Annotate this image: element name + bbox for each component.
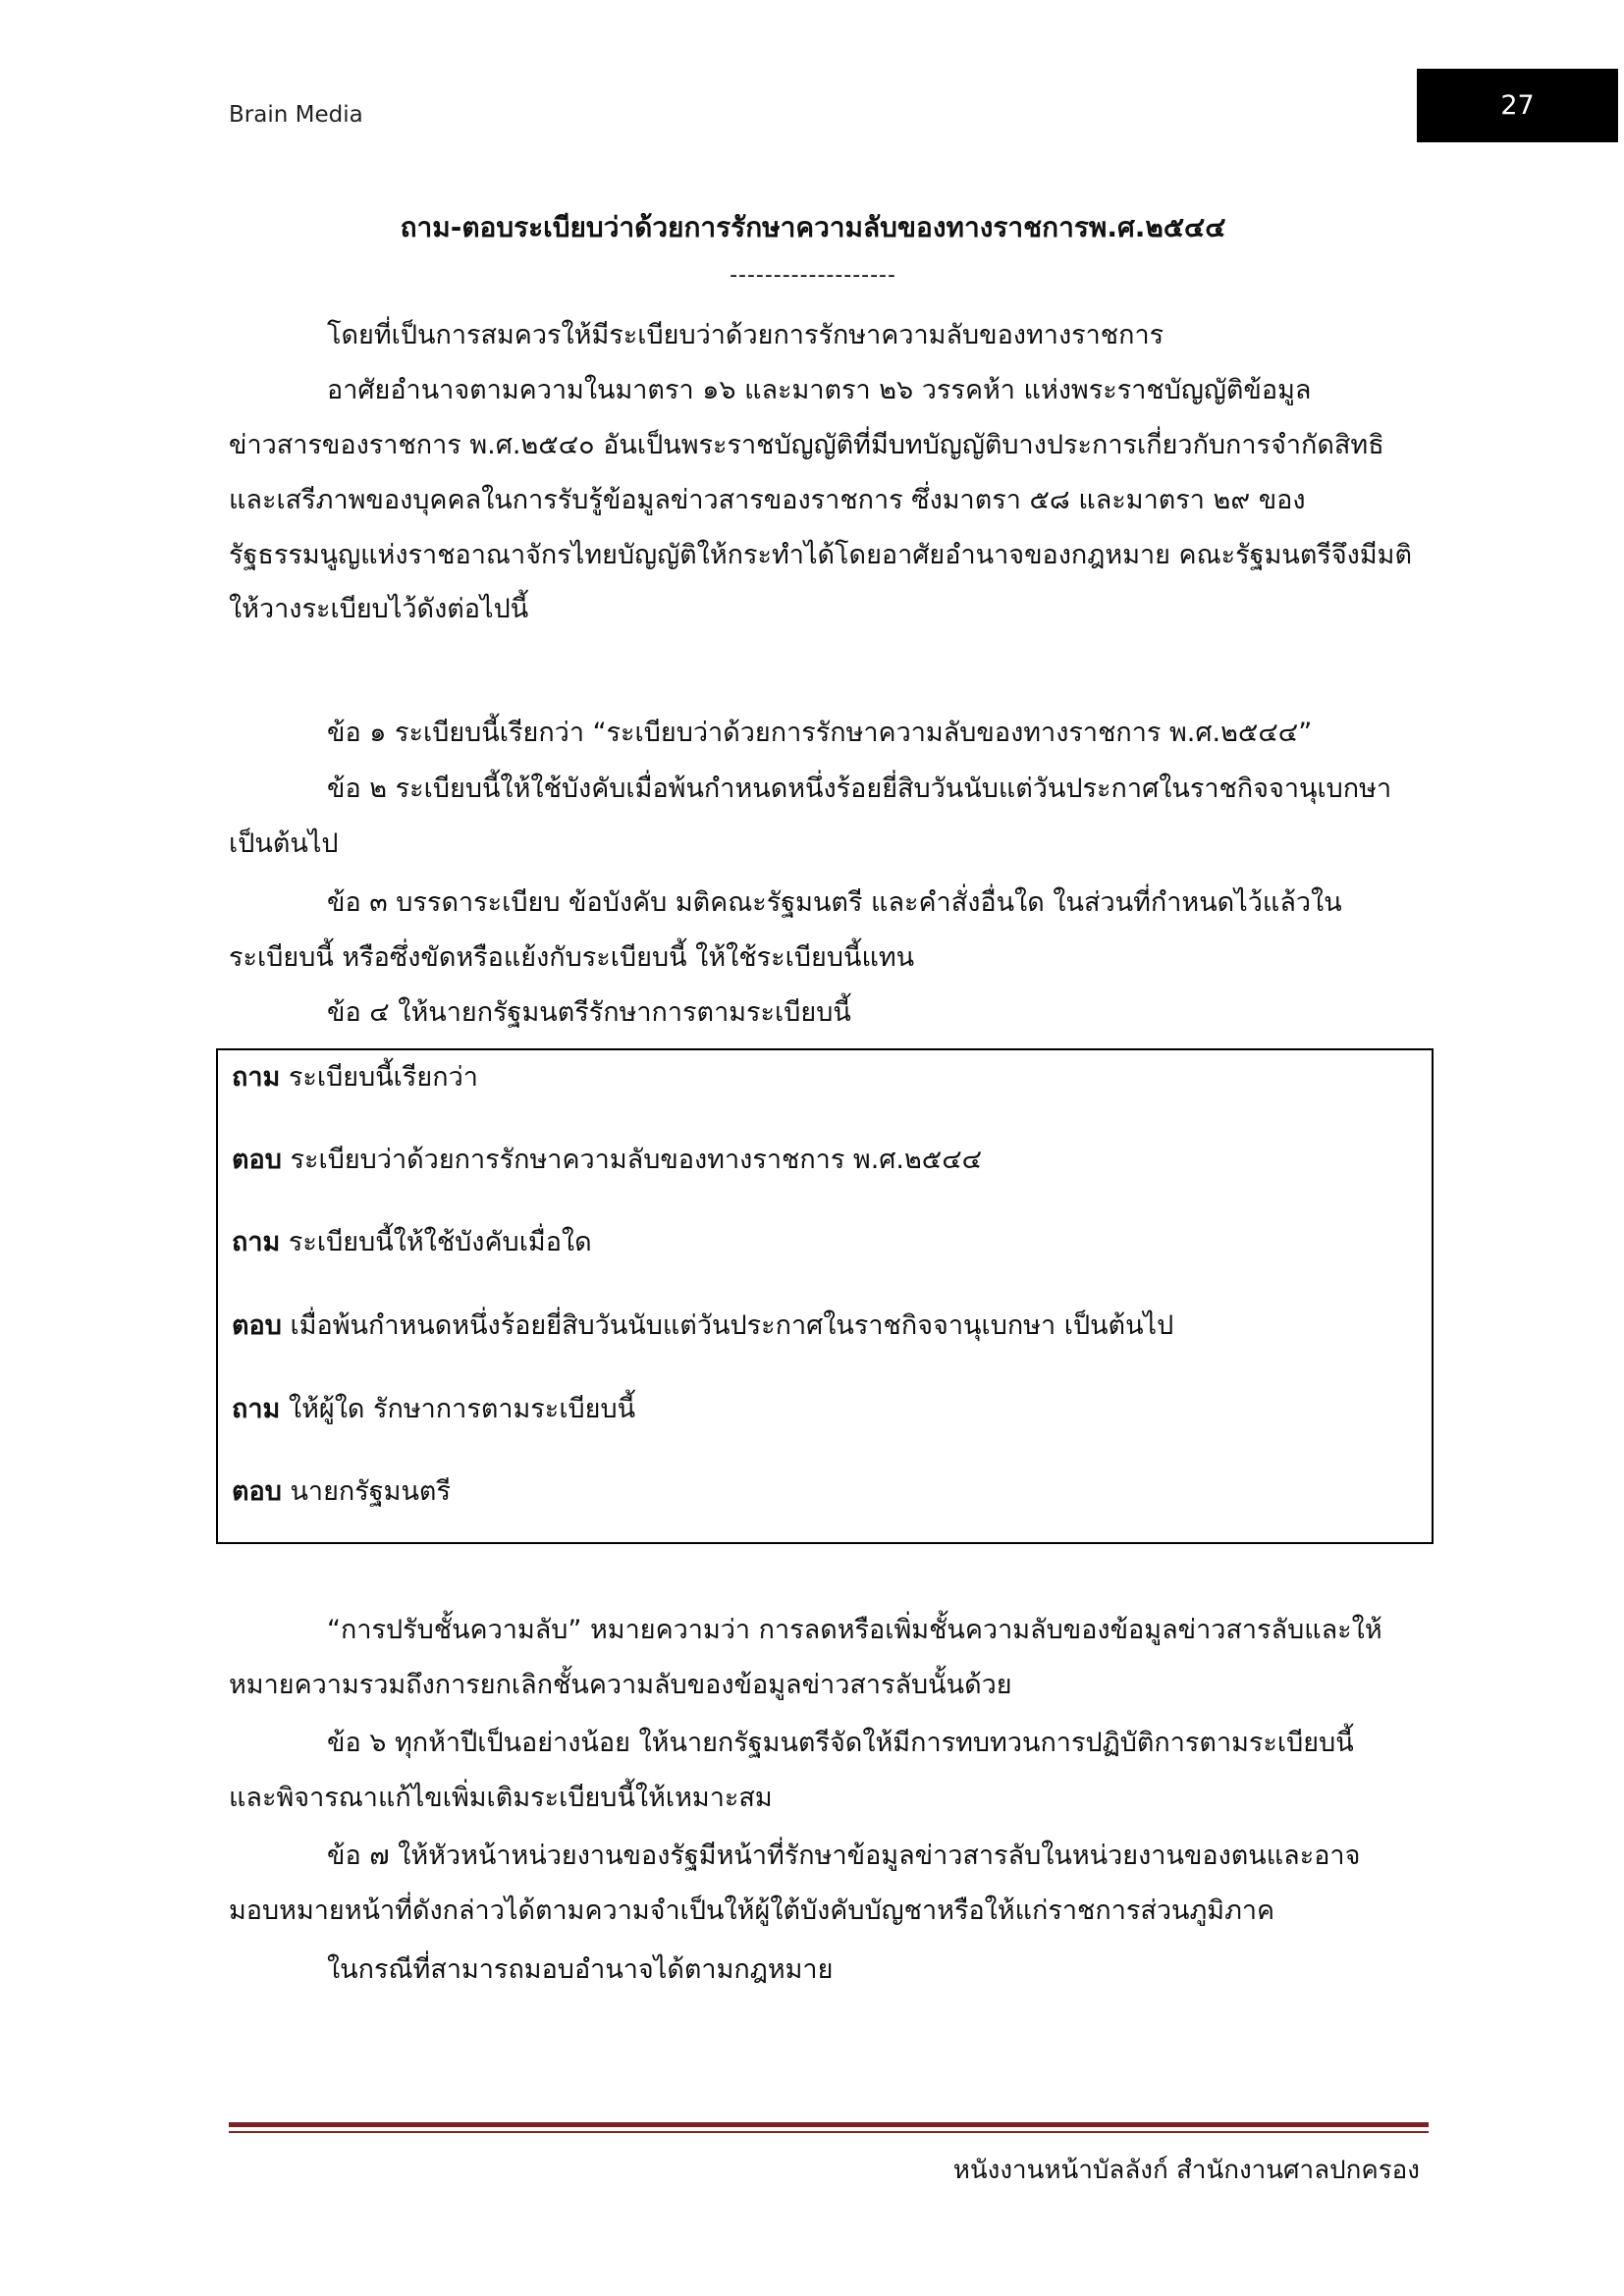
after-line-3: ข้อ ๖ ทุกห้าปีเป็นอย่างน้อย ให้นายกรัฐมนตรีจัดให้มีการทบทวนการปฏิบัติการตามระเบียบนี้ bbox=[327, 1728, 1354, 1758]
qa-label: ตอบ bbox=[232, 1145, 282, 1175]
qa-text: ให้ผู้ใด รักษาการตามระเบียบนี้ bbox=[280, 1394, 636, 1424]
qa-answer bbox=[232, 1141, 982, 1180]
clause-2-cont: เป็นต้นไป bbox=[229, 828, 339, 859]
after-line-6: มอบหมายหน้าที่ดังกล่าวได้ตามความจำเป็นให้ผู้ใต้บังคับบัญชาหรือให้แก่ราชการส่วนภูมิภาค bbox=[229, 1896, 1275, 1926]
qa-label: ถาม bbox=[232, 1062, 281, 1093]
qa-question bbox=[232, 1223, 592, 1262]
intro-line-4: และเสรีภาพของบุคคลในการรับรู้ข้อมูลข่าวสารของราชการ ซึ่งมาตรา ๕๘ และมาตรา ๒๙ ของ bbox=[229, 485, 1306, 515]
qa-label: ตอบ bbox=[232, 1476, 282, 1507]
title-separator: ------------------- bbox=[730, 263, 896, 288]
after-line-1: “การปรับชั้นความลับ” หมายความว่า การลดหรือเพิ่มชั้นความลับของข้อมูลข่าวสารลับและให้ bbox=[327, 1615, 1382, 1645]
qa-question bbox=[232, 1058, 478, 1097]
intro-line-2: อาศัยอำนาจตามความในมาตรา ๑๖ และมาตรา ๒๖ วรรคห้า แห่งพระราชบัญญัติข้อมูล bbox=[327, 375, 1312, 405]
qa-question bbox=[232, 1390, 635, 1429]
intro-line-1: โดยที่เป็นการสมควรให้มีระเบียบว่าด้วยการรักษาความลับของทางราชการ bbox=[327, 320, 1164, 350]
intro-line-3: ข่าวสารของราชการ พ.ศ.๒๕๔๐ อันเป็นพระราชบัญญัติที่มีบทบัญญัติบางประการเกี่ยวกับการจำกัดสิทธิ bbox=[229, 430, 1384, 460]
after-line-5: ข้อ ๗ ให้หัวหน้าหน่วยงานของรัฐมีหน้าที่รักษาข้อมูลข่าวสารลับในหน่วยงานของตนและอาจ bbox=[327, 1841, 1361, 1871]
clause-2: ข้อ ๒ ระเบียบนี้ให้ใช้บังคับเมื่อพ้นกำหนดหนึ่งร้อยยี่สิบวันนับแต่วันประกาศในราชกิจจานุเบกษา bbox=[327, 774, 1392, 804]
qa-answer bbox=[232, 1472, 451, 1512]
after-line-2: หมายความรวมถึงการยกเลิกชั้นความลับของข้อมูลข่าวสารลับนั้นด้วย bbox=[229, 1670, 1012, 1700]
qa-label: ถาม bbox=[232, 1394, 281, 1424]
qa-text: ระเบียบนี้เรียกว่า bbox=[280, 1062, 478, 1093]
qa-text: เมื่อพ้นกำหนดหนึ่งร้อยยี่สิบวันนับแต่วันประกาศในราชกิจจานุเบกษา เป็นต้นไป bbox=[281, 1310, 1174, 1341]
qa-label: ตอบ bbox=[232, 1310, 282, 1341]
footer-text: หนังงานหน้าบัลลังก์ สำนักงานศาลปกครอง bbox=[952, 2156, 1420, 2185]
qa-text: นายกรัฐมนตรี bbox=[281, 1476, 451, 1507]
document-title: ถาม-ตอบระเบียบว่าด้วยการรักษาความลับของทางราชการพ.ศ.๒๕๔๔ bbox=[400, 211, 1226, 243]
after-line-4: และพิจารณาแก้ไขเพิ่มเติมระเบียบนี้ให้เหมาะสม bbox=[229, 1783, 773, 1813]
footer-rule-thin bbox=[229, 2131, 1429, 2133]
footer-rule bbox=[229, 2122, 1429, 2127]
qa-box bbox=[216, 1048, 1434, 1544]
intro-line-6: ให้วางระเบียบไว้ดังต่อไปนี้ bbox=[229, 594, 529, 624]
page-number: 27 bbox=[1417, 69, 1618, 142]
qa-answer bbox=[232, 1307, 1173, 1346]
intro-line-5: รัฐธรรมนูญแห่งราชอาณาจักรไทยบัญญัติให้กระทำได้โดยอาศัยอำนาจของกฎหมาย คณะรัฐมนตรีจึงมีมติ bbox=[229, 540, 1412, 570]
qa-text: ระเบียบว่าด้วยการรักษาความลับของทางราชการ พ.ศ.๒๕๔๔ bbox=[281, 1145, 983, 1175]
qa-text: ระเบียบนี้ให้ใช้บังคับเมื่อใด bbox=[280, 1227, 592, 1257]
clause-1: ข้อ ๑ ระเบียบนี้เรียกว่า “ระเบียบว่าด้วยการรักษาความลับของทางราชการ พ.ศ.๒๕๔๔” bbox=[327, 718, 1313, 748]
clause-3: ข้อ ๓ บรรดาระเบียบ ข้อบังคับ มติคณะรัฐมนตรี และคำสั่งอื่นใด ในส่วนที่กำหนดไว้แล้วใน bbox=[327, 887, 1342, 918]
header-brand: Brain Media bbox=[229, 102, 363, 128]
clause-3-cont: ระเบียบนี้ หรือซึ่งขัดหรือแย้งกับระเบียบนี้ ให้ใช้ระเบียบนี้แทน bbox=[229, 942, 915, 973]
after-line-7: ในกรณีที่สามารถมอบอำนาจได้ตามกฎหมาย bbox=[327, 1954, 834, 1985]
clause-4: ข้อ ๔ ให้นายกรัฐมนตรีรักษาการตามระเบียบนี้ bbox=[327, 997, 851, 1028]
qa-label: ถาม bbox=[232, 1227, 281, 1257]
